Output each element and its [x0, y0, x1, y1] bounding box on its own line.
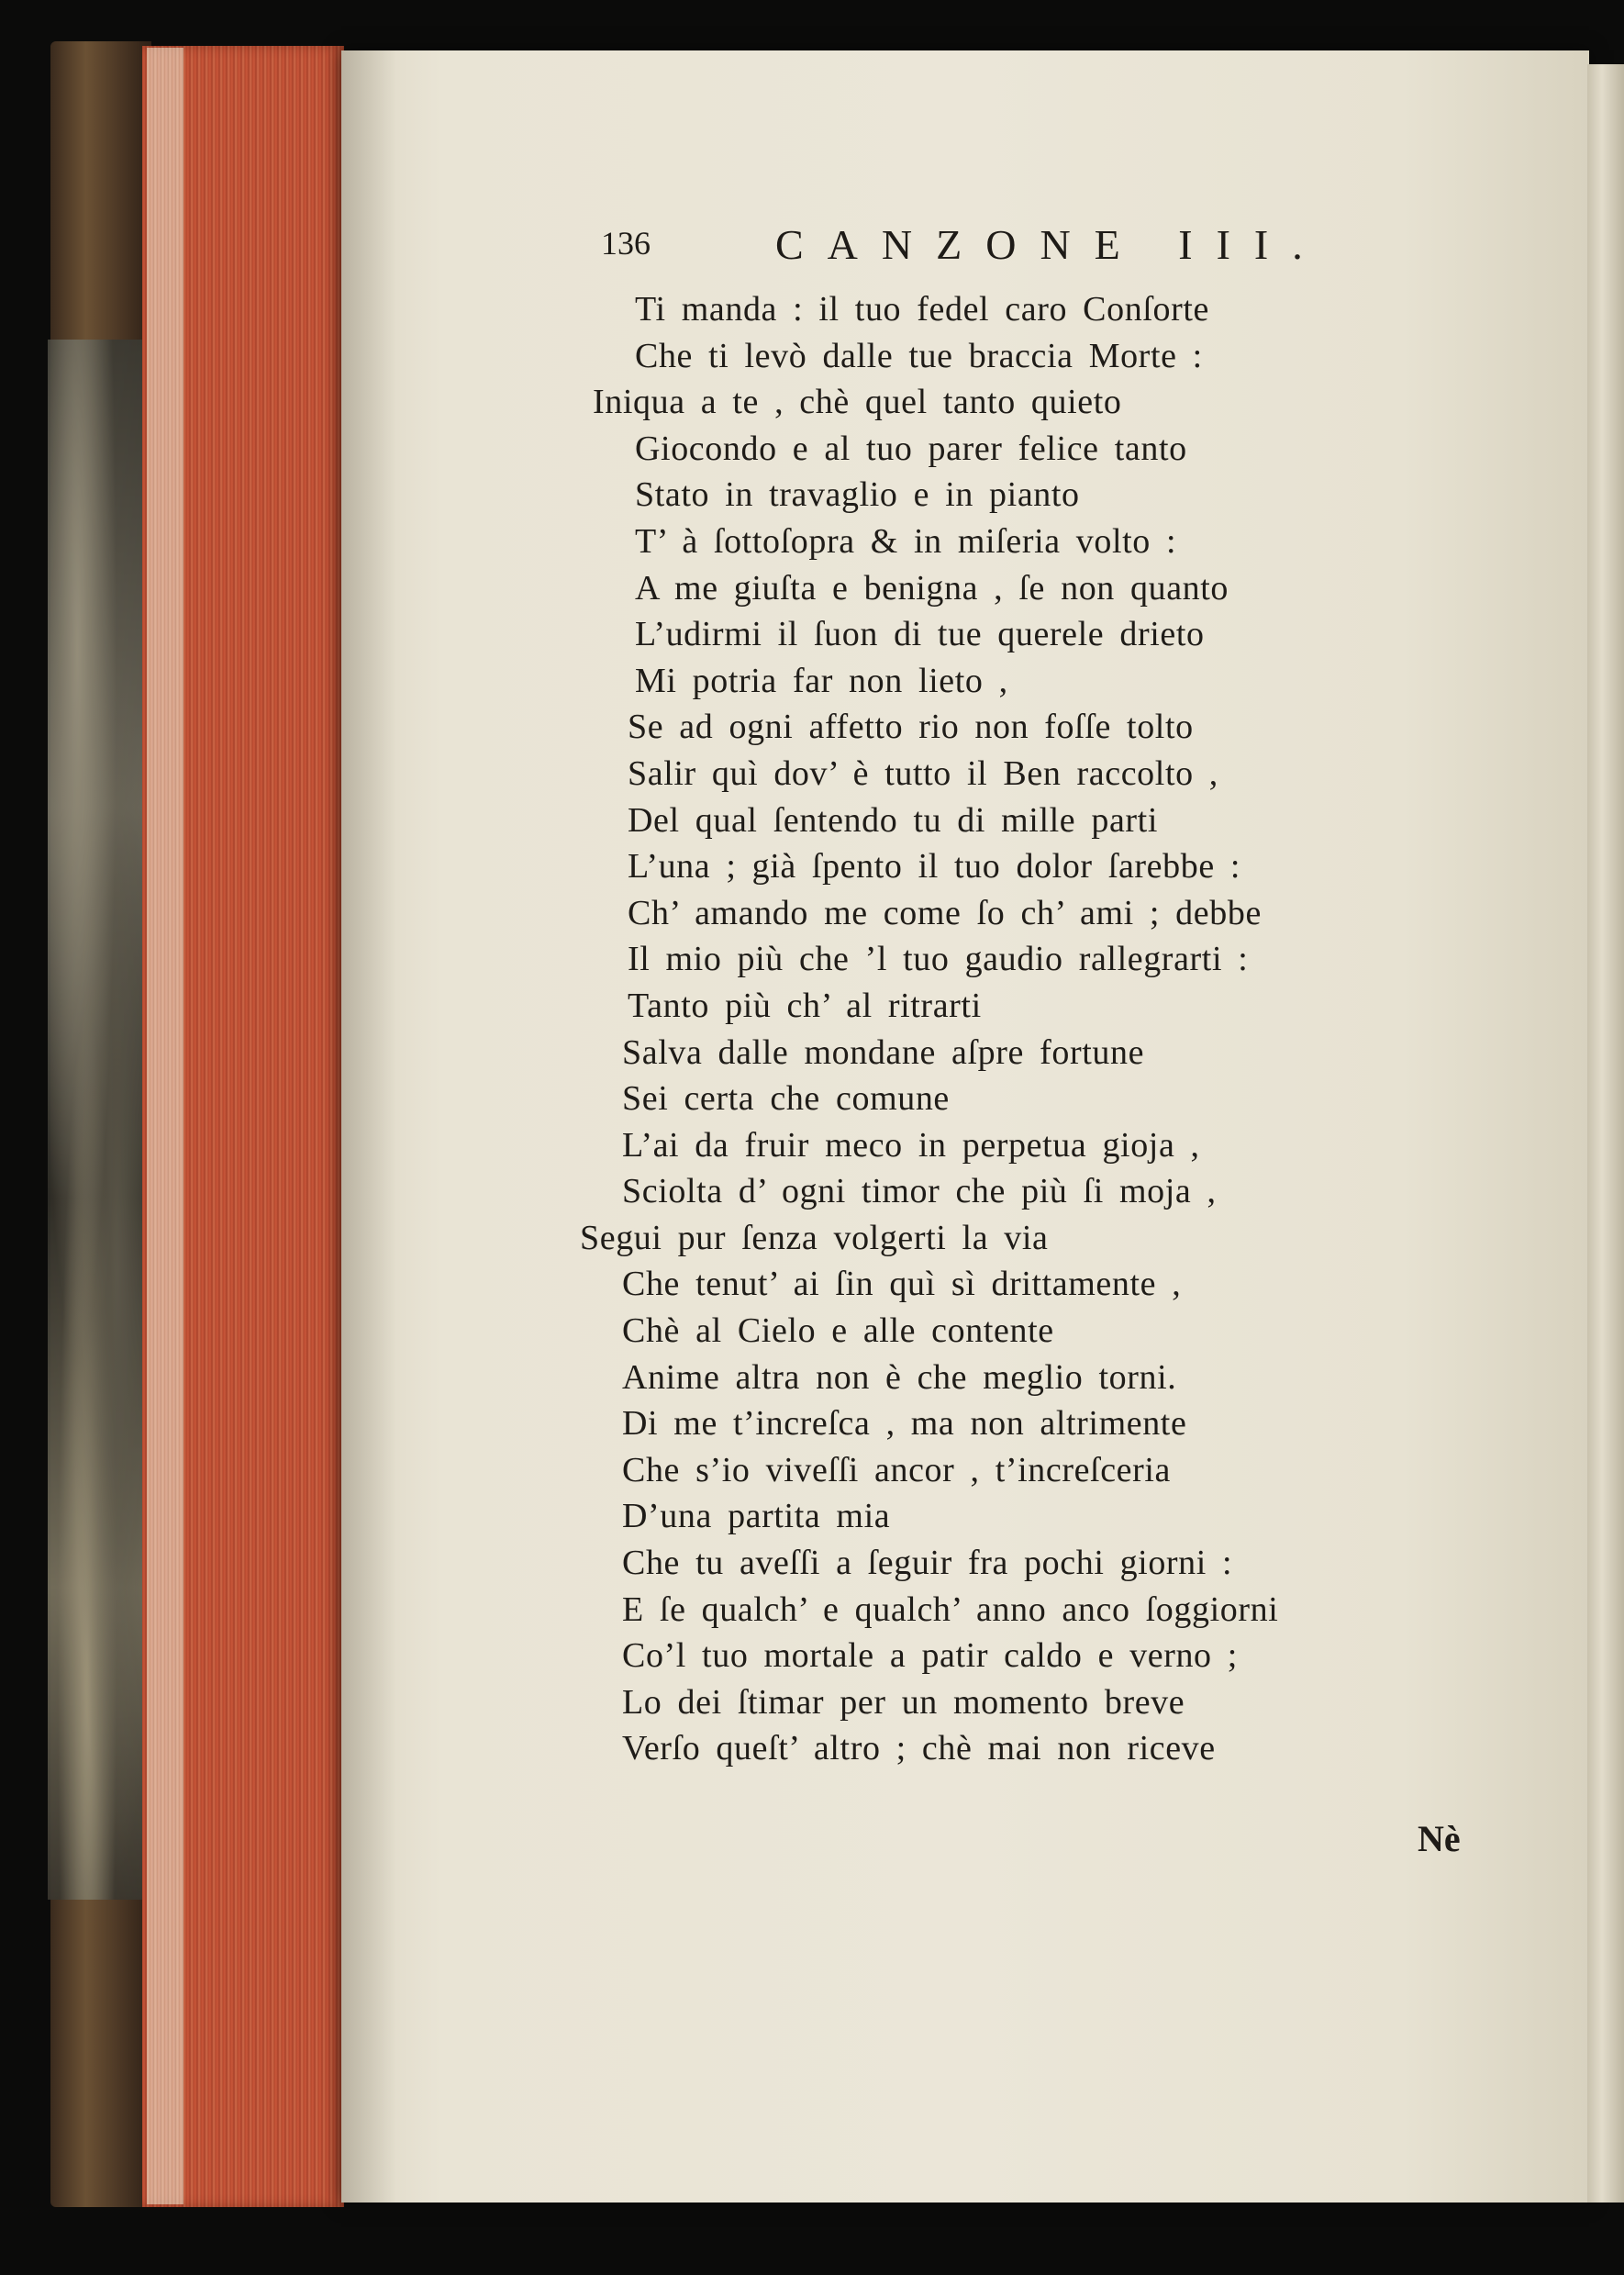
verse-line: A me giuſta e benigna , ſe non quanto [635, 568, 1229, 608]
verse-line: Tanto più ch’ al ritrarti [628, 986, 982, 1025]
verse-line: Sciolta d’ ogni timor che più ſi moja , [622, 1172, 1217, 1211]
verse-line: L’udirmi il ſuon di tue querele drieto [635, 615, 1205, 654]
verse-line: L’ai da fruir meco in perpetua gioja , [622, 1125, 1200, 1165]
verse-line: Ti manda : il tuo fedel caro Conſorte [635, 290, 1209, 329]
verse-line: Verſo queſt’ altro ; chè mai non riceve [622, 1729, 1216, 1768]
verse-line: L’una ; già ſpento il tuo dolor ſarebbe : [628, 847, 1241, 887]
verse-line: E ſe qualch’ e qualch’ anno anco ſoggiorni [622, 1589, 1279, 1629]
verse-line: Il mio più che ’l tuo gaudio rallegrarti : [628, 940, 1249, 979]
gutter-shadow [341, 50, 396, 2203]
verse-line: Stato in travaglio e in pianto [635, 475, 1080, 515]
verse-line: Co’l tuo mortale a patir caldo e verno ; [622, 1636, 1238, 1676]
verse-line: Che s’io viveſſi ancor , t’increſceria [622, 1450, 1172, 1489]
verse-line: T’ à ſottoſopra & in miſeria volto : [635, 521, 1177, 561]
verse-line: Salva dalle mondane aſpre fortune [622, 1032, 1145, 1072]
running-title: CANZONE III. [775, 221, 1327, 268]
verse-line: Sei certa che comune [622, 1079, 950, 1119]
verse-block [569, 286, 1486, 1772]
verse-line: Che tu aveſſi a ſeguir fra pochi giorni : [622, 1544, 1233, 1583]
page-edge-highlight [147, 48, 184, 2204]
verse-line: Che tenut’ ai ſin quì sì drittamente , [622, 1265, 1182, 1304]
verse-line: Lo dei ſtimar per un momento breve [622, 1682, 1185, 1722]
verse-line: Che ti levò dalle tue braccia Morte : [635, 336, 1203, 375]
page-header [601, 220, 1335, 275]
verse-line: Mi potria far non lieto , [635, 661, 1008, 700]
verse-line: Del qual ſentendo tu di mille parti [628, 800, 1158, 840]
verse-line: Chè al Cielo e alle contente [622, 1311, 1054, 1351]
facing-page-edge [1587, 64, 1624, 2203]
verse-line: D’una partita mia [622, 1497, 891, 1536]
verse-line: Iniqua a te , chè quel tanto quieto [593, 383, 1122, 422]
verse-line: Salir quì dov’ è tutto il Ben raccolto , [628, 753, 1218, 793]
verse-line: Ch’ amando me come ſo ch’ ami ; debbe [628, 893, 1262, 932]
verse-line: Giocondo e al tuo parer felice tanto [635, 429, 1187, 468]
page-number: 136 [601, 225, 651, 262]
verse-line: Di me t’increſca , ma non altrimente [622, 1404, 1187, 1444]
catchword: Nè [1418, 1818, 1461, 1859]
marbled-cover [48, 340, 147, 1900]
verse-line: Anime altra non è che meglio torni. [622, 1357, 1177, 1397]
verse-line: Se ad ogni affetto rio non foſſe tolto [628, 708, 1194, 747]
verse-line: Segui pur ſenza volgerti la via [580, 1218, 1049, 1257]
